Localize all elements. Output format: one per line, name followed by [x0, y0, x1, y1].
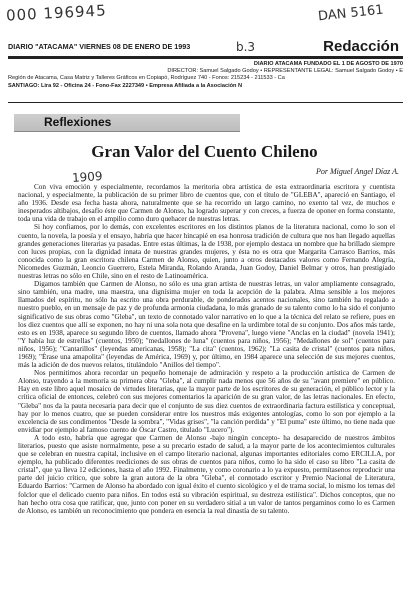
- handwritten-page-note: b.3: [236, 40, 256, 54]
- director-line: DIRECTOR: Samuel Salgado Godoy • REPRESENTANTE LEGAL: Samuel Salgado Godoy • E: [167, 68, 403, 75]
- paragraph: Con viva emoción y especialmente, recordamos la meritoria obra artística de esta extraordinaria escritora y cuentista nacional, y especialmente, la publicación de su primer libro de cuentos que, con el título de "GLEBA", apareció en Santiago, el año 1936. Desde esa fecha hasta ahora, naturalmente que se ha recorrido un largo camino, no exento tal vez, de muchos e inesperados altibajos, desafío éste que Carmen de Alonso, ha logrado superar y con creces, a fuerza de oponer en forma constante, toda una vida de trabajo en el ampilio como duro quehacer de nuestras letras.: [18, 183, 395, 224]
- masthead-info: [8, 61, 403, 90]
- handwritten-reference: DAN 5161: [317, 2, 385, 25]
- handwritten-archive-code: 000 196945: [5, 1, 108, 25]
- section-label: Reflexiones: [44, 115, 112, 129]
- handwritten-year: 1909: [71, 168, 103, 186]
- article-body: [18, 183, 395, 598]
- paragraph: Digamos también que Carmen de Alonso, no sólo es una gran artista de nuestras letras, un valor ampliamente consagrado, sino también, una madre, una maestra, una dignísima mujer en toda la acepción de la palabra. Alma sensible a los mejores llamados del espíritu, no sólo ha escrito una obra perdurable, de ponderados acentos nacionales, sino también ha regalado a nuestro pueblo, en un mensaje de paz y de profunda armonía ciudadana, lo más granado de su talento como lo ha sido el conjunto significativo de sus obras como "Gleba", un texto de connotado valor narrativo en lo que a la técnica del relato se refiere, pues en los diez cuentos que allí se exponen, no hay ni una sola nota que desafine en la urdimbre total de su conjunto. Dos años más tarde, esto es en 1938, aparece su segundo libro de cuentos, llamado ahora "Provena", luego viene "Anclas en la ciudad" (novela 1941); "Y había luz de estrellas" (cuentos, 1950); "medallones de luna" (cuentos para niños, 1956); "Medallones de sol" (cuentos para niños, 1956); "Cantarillos" (leyendas americanas, 1958); "La cita" (cuentos, 1962); "La casita de cristal" (cuentos para niños, 1969); "Érase una amapolita" (leyendas de América, 1969) y, por último, en 1984 aparece una selección de sus mejores cuentos, más la adición de dos nuevos relatos, titulándolo "Anillos del tiempo".: [18, 280, 395, 370]
- santiago-line: SANTIAGO: Lira 92 - Oficina 24 - Fono-Fax 2227349 • Empresa Afiliada a la Asociación N: [8, 82, 243, 89]
- paragraph: Si hoy confiamos, por lo demás, con excelentes escritores en los distintos planos de la literatura nacional, como lo son el cuento, la novela, la poesía y el ensayo, habría que hacer hincapié en esa honrosa tradición de cultura que nos han llegado aquellas grandes generaciones literarias ya pasadas. Entre estas últimas, la de 1938, por ejemplo destaca un nombre que ha brillado siempre con luces propias, con la dignidad innata de nuestras grandes mujeres, y ésta no es otra que Margarita Carrasco Barrios, más conocida como la gran escritora chilena Carmen de Alonso, quien, junto a otros destacados valores como Fernando Alegría, Nicomedes Guzmán, Leoncio Guerrero, Estela Miranda, Rolando Aranda, Juan Godoy, Daniel Belmar y otros, han prestigiado nuestras letras no sólo en Chile, sino en el resto de Latinoamérica.: [18, 223, 395, 281]
- newspaper-dateline: DIARIO "ATACAMA" VIERNES 08 DE ENERO DE 1993: [8, 42, 191, 51]
- paragraph: Nos permitimos ahora recordar un pequeño homenaje de admiración y respeto a la producción artística de Carmen de Alonso, trayendo a la memoria su primera obra "Gleba", al cumplir nada menos que 56 años de su "avant premiere" en público. Hay en este libro aquel mosaico de virtudes literarias, que la mayor parte de los escritores de su generación, el público lector y la crítica oficial de entonces, celebró con sus mejores comentarios la aparición de su gran valor, de las letras nacionales. En efecto, "Gleba" nos da la pauta necesaria para decir que el conjunto de sus diez cuentos de extraordinaria factura estilística y conceptual, hay por lo menos cuatro, que se pueden considerar entre los nuestros más exigentes antologías, como lo son por ejemplo a la excelencia de sus condimentos "Desde la sombra", "Vidas grises", "la canción perdida" y "El puma" este último, no tiene nada que envidiar por ejemplo al famoso cuento de Óscar Castro, titulado "Lucero").: [18, 369, 395, 434]
- masthead-rule: [8, 56, 403, 59]
- section-banner: [14, 114, 240, 132]
- section-heading: Redacción: [323, 38, 399, 55]
- article-title: Gran Valor del Cuento Chileno: [91, 142, 318, 161]
- masthead-bottom-rule: [8, 102, 403, 103]
- founding-line: DIARIO ATACAMA FUNDADO EL 1 DE AGOSTO DE 1970: [253, 61, 403, 67]
- article-byline: Por Miguel Angel Díaz A.: [315, 167, 399, 176]
- paragraph: A todo esto, habría que agregar que Carmen de Alonso -bajo ningún concepto- ha desaparecido de nuestros ámbitos literarios, puesto que asiste normalmente, pese a su precario estado de salud, a la mayor parte de los acontecimientos culturales que se celebran en nuestra capital, inclusive en el campo literario nacional, algunas importantes editoriales como ERCILLA, por ejemplo, ha publicado diferentes reediciones de sus obras de cuentos para niños, como lo ha sido el caso su libro "La casita de cristal", que ya lleva 12 ediciones, hasta el año 1992. Finalmente, y como coronario a lo ya expuesto, permítasenos reproducir una parte del juicio crítico, que sobre la gran autora de la obra "Gleba", el connotado escritor y Premio Nacional de Literatura, Eduardo Barrios: "Carmen de Alonso ha abordado con igual éxito el cuento sicológico y el de trama social, lo mismo los temas del folclor que el delicado cuento para niños. En todos está su vibración espiritual, su destreza estilística". Dichos conceptos, que no han hecho otra cosa que ratificar, que, junto con poner en su verdadero sitial a un valor de tantos pergaminos como lo es Carmen de Alonso, es también un reconocimiento que pondera en esencia la real dinastía de su talento.: [18, 433, 395, 515]
- address-line: Región de Atacama, Casa Matriz y Talleres Gráficos en Copiapó, Rodríguez 740 - Fonos: 215234 - 211533 - Ca: [8, 75, 285, 82]
